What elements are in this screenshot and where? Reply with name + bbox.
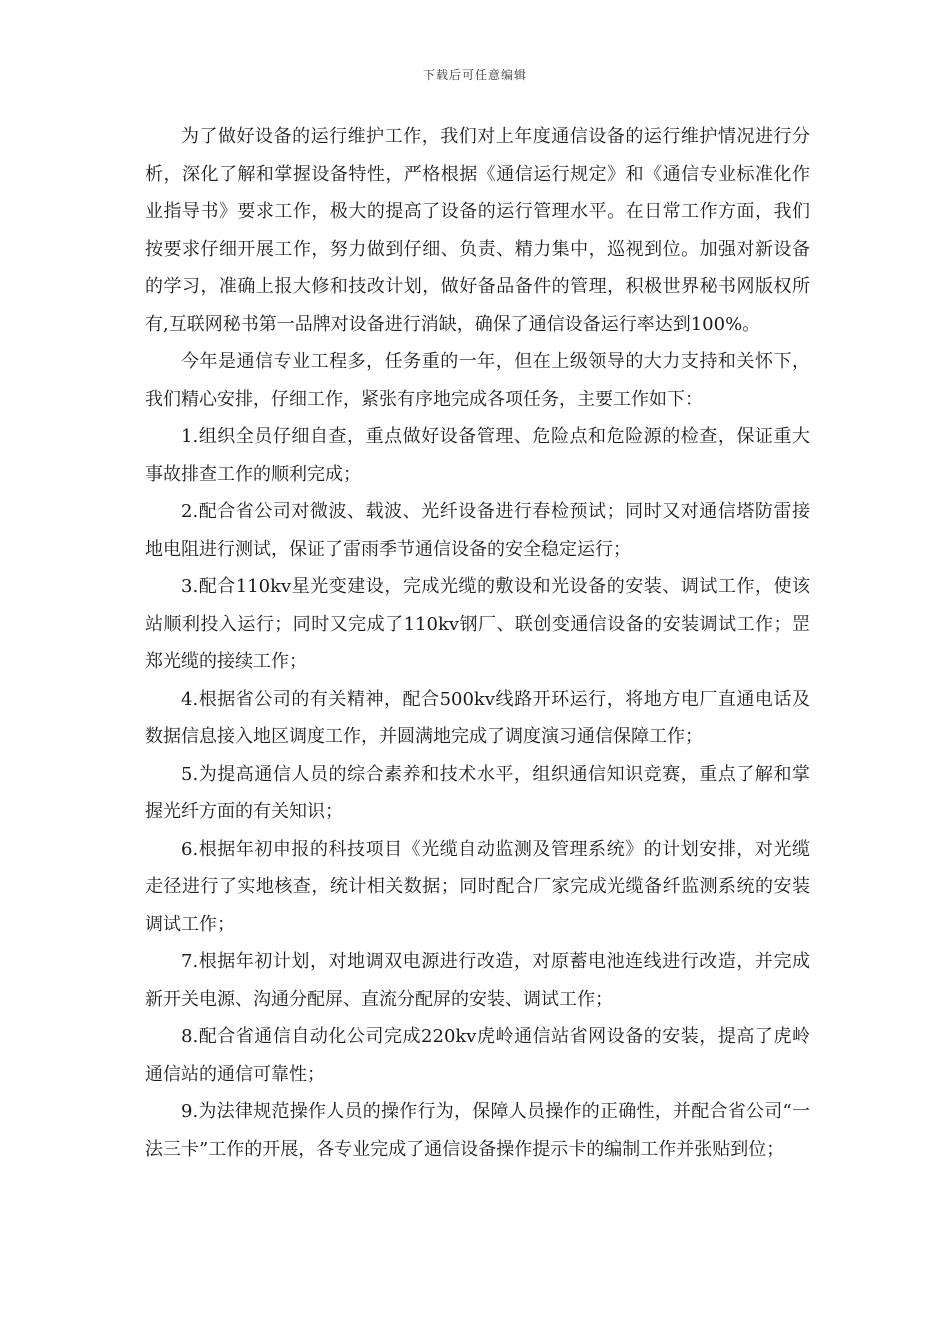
list-item-9: 9.为法律规范操作人员的操作行为，保障人员操作的正确性，并配合省公司“一法三卡”工作的开展，各专业完成了通信设备操作提示卡的编制工作并张贴到位；: [145, 1101, 810, 1160]
document-body: [145, 118, 810, 1168]
list-item-6: 6.根据年初申报的科技项目《光缆自动监测及管理系统》的计划安排，对光缆走径进行了实地核查，统计相关数据；同时配合厂家完成光缆备纤监测系统的安装调试工作；: [145, 838, 810, 935]
list-item-2: 2.配合省公司对微波、载波、光纤设备进行春检预试；同时又对通信塔防雷接地电阻进行测试，保证了雷雨季节通信设备的安全稳定运行；: [145, 501, 810, 560]
paragraph-intro: 为了做好设备的运行维护工作，我们对上年度通信设备的运行维护情况进行分析，深化了解和掌握设备特性，严格根据《通信运行规定》和《通信专业标准化作业指导书》要求工作，极大的提高了设备的运行管理水平。在日常工作方面，我们按要求仔细开展工作，努力做到仔细、负责、精力集中，巡视到位。加强对新设备的学习，准确上报大修和技改计划，做好备品备件的管理，积极世界秘书网版权所有,互联网秘书第一品牌对设备进行消缺，确保了通信设备运行率达到100%。: [145, 126, 810, 335]
list-item-4: 4.根据省公司的有关精神，配合500kv线路开环运行，将地方电厂直通电话及数据信息接入地区调度工作，并圆满地完成了调度演习通信保障工作；: [145, 688, 810, 747]
list-item-5: 5.为提高通信人员的综合素养和技术水平，组织通信知识竞赛，重点了解和掌握光纤方面的有关知识；: [145, 763, 810, 822]
list-item-7: 7.根据年初计划，对地调双电源进行改造，对原蓄电池连线进行改造，并完成新开关电源、沟通分配屏、直流分配屏的安装、调试工作；: [145, 951, 810, 1010]
list-item-1: 1.组织全员仔细自查，重点做好设备管理、危险点和危险源的检查，保证重大事故排查工作的顺利完成；: [145, 426, 810, 485]
list-item-3: 3.配合110kv星光变建设，完成光缆的敷设和光设备的安装、调试工作，使该站顺利投入运行；同时又完成了110kv钢厂、联创变通信设备的安装调试工作；罡郑光缆的接续工作；: [145, 576, 810, 672]
paragraph-summary: 今年是通信专业工程多，任务重的一年，但在上级领导的大力支持和关怀下，我们精心安排，仔细工作，紧张有序地完成各项任务，主要工作如下：: [145, 351, 810, 410]
list-item-8: 8.配合省通信自动化公司完成220kv虎岭通信站省网设备的安装，提高了虎岭通信站的通信可靠性；: [145, 1026, 810, 1085]
header-note: 下载后可任意编辑: [422, 68, 527, 82]
